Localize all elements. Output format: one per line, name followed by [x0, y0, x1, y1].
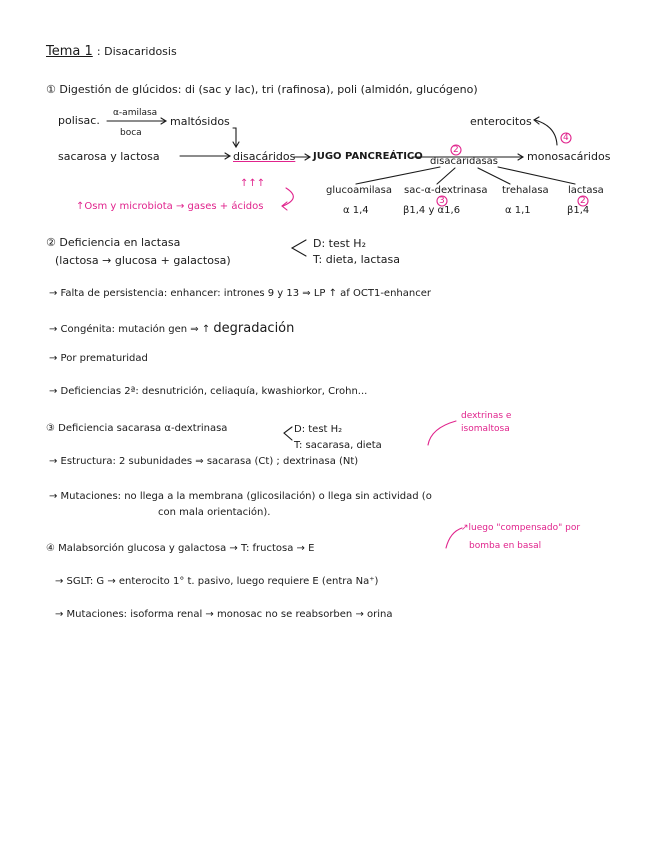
branch-trehalasa	[478, 168, 510, 184]
pink-arrow-note-head	[282, 202, 287, 210]
section2-D: D: test H₂	[313, 237, 366, 250]
section4-pink-note-1: ↗luego "compensado" por	[461, 523, 581, 533]
section3-pink-note-1: dextrinas e	[461, 411, 512, 421]
bullet-mutaciones-2: con mala orientación).	[158, 507, 271, 518]
branch-lactasa	[498, 167, 575, 184]
bracket-section3	[284, 427, 292, 440]
amilasa-label: α-amilasa	[113, 108, 158, 118]
disacaridos-label: disacáridos	[233, 150, 296, 163]
circle-num-a: 4	[563, 133, 569, 143]
section2-T: T: dieta, lactasa	[313, 253, 400, 266]
bullet-estructura: → Estructura: 2 subunidades ⇒ sacarasa (Ct) ; dextrinasa (Nt)	[49, 456, 359, 467]
arrows-up: ↑↑↑	[240, 178, 266, 189]
polisac-label: polisac.	[58, 114, 100, 127]
section3-T: T: sacarasa, dieta	[294, 440, 382, 451]
section2-sub: (lactosa → glucosa + galactosa)	[55, 254, 231, 267]
monosacaridos-label: monosacáridos	[527, 150, 611, 163]
osm-note: ↑Osm y microbiota → gases + ácidos	[76, 201, 264, 212]
branch-sac-dextrinasa	[437, 168, 455, 184]
pink-circle-d	[578, 196, 588, 206]
sacarosa-lactosa: sacarosa y lactosa	[58, 150, 160, 163]
boca-label: boca	[120, 128, 142, 138]
enterocitos-label: enterocitos	[470, 115, 532, 128]
bullet-mutaciones-renal: → Mutaciones: isoforma renal → monosac no se reabsorben → orina	[55, 609, 393, 620]
title-sub: : Disacaridosis	[96, 45, 177, 58]
section3-pink-note-2: isomaltosa	[461, 424, 510, 434]
pink-circle-c	[437, 196, 447, 206]
bullet-deficiencias: → Deficiencias 2ª: desnutrición, celiaquía, kwashiorkor, Crohn...	[49, 386, 368, 397]
pink-circle-b	[451, 145, 461, 155]
jugo-pancreatico: JUGO PANCREÁTICO	[313, 151, 423, 162]
disacaridasas-label: disacaridasas	[430, 156, 499, 167]
section3-D: D: test H₂	[294, 424, 343, 435]
title-main: Tema 1	[46, 44, 93, 59]
circle-num-d: 2	[580, 196, 586, 206]
bullet-sglt: → SGLT: G → enterocito 1° t. pasivo, luego requiere E (entra Na⁺)	[55, 576, 379, 587]
congenita-text: → Congénita: mutación gen ⇒ ↑	[49, 324, 211, 335]
enzyme-sac-dextrinasa: sac-α-dextrinasa	[404, 185, 488, 196]
enzyme-lactasa: lactasa	[568, 185, 604, 196]
section4-header: ④ Malabsorción glucosa y galactosa → T: fructosa → E	[46, 543, 315, 554]
pink-curve-section4	[446, 528, 462, 548]
degradacion-text: degradación	[213, 321, 295, 336]
bracket-section2	[292, 240, 306, 256]
section2-header: ② Deficiencia en lactasa	[46, 236, 181, 249]
section3-header: ③ Deficiencia sacarasa α-dextrinasa	[46, 423, 228, 434]
bond-3: α 1,1	[505, 205, 531, 216]
bond-2: β1,4 y α1,6	[403, 205, 461, 216]
section1-header: ① Digestión de glúcidos: di (sac y lac), tri (rafinosa), poli (almidón, glucógeno)	[46, 83, 478, 96]
bullet-prematuridad: → Por prematuridad	[49, 353, 148, 364]
bond-1: α 1,4	[343, 205, 369, 216]
circle-num-c: 3	[439, 196, 445, 206]
circle-num-b: 2	[453, 145, 459, 155]
maltosidos-label: maltósidos	[170, 115, 230, 128]
bond-4: β1,4	[567, 205, 590, 216]
pink-circle-a	[561, 133, 571, 143]
enzyme-glucoamilasa: glucoamilasa	[326, 185, 392, 196]
branch-glucoamilasa	[356, 167, 440, 184]
enzyme-trehalasa: trehalasa	[502, 185, 549, 196]
bullet-mutaciones-1: → Mutaciones: no llega a la membrana (glicosilación) o llega sin actividad (o	[49, 491, 432, 502]
section4-pink-note-2: bomba en basal	[469, 541, 542, 551]
pink-curve-dextrinas	[428, 421, 456, 445]
bullet-falta: → Falta de persistencia: enhancer: intrones 9 y 13 ⇒ LP ↑ af OCT1-enhancer	[49, 288, 431, 299]
